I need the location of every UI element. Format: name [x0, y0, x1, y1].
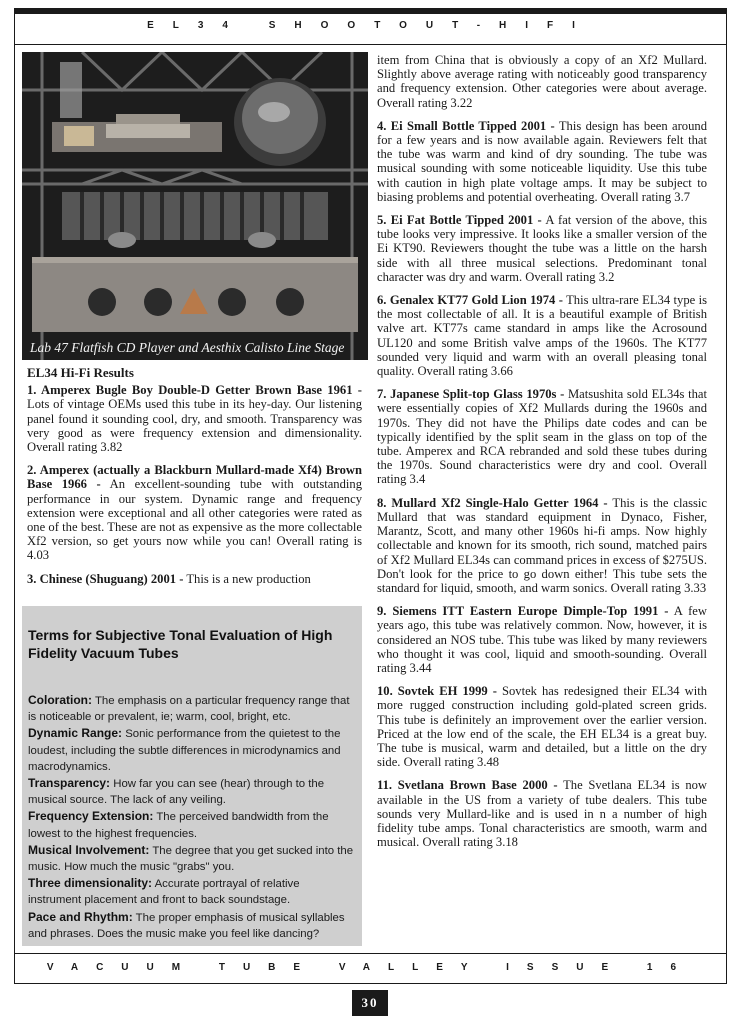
term-label: Three dimensionality: [28, 876, 153, 891]
tube-title: 7. Japanese Split-top Glass 1970s - [377, 387, 565, 402]
term-definition: The emphasis on a particular frequency range that is noticeable or prevalent, ie; warm, cool, bright, etc. [28, 695, 350, 724]
tube-entry [377, 778, 707, 849]
term-label: Transparency: [28, 776, 111, 791]
term-definition: The degree that you get sucked into the music. How much the music "grabs" you. [28, 844, 354, 874]
term-label: Dynamic Range: [28, 726, 123, 741]
tube-entry [27, 383, 362, 454]
tube-description: This design has been around for a few years and is now available again. Reviewers felt that the tube was warm and kind of dry sounding. The tube was musical sounding with some noticeable liquidity. Use this tube with caution in high plate voltage amps. It may be subject to biasing problems and potential overheating. Overall rating 3.7 [377, 118, 707, 204]
tube-entry [377, 684, 707, 769]
tube-entry [377, 387, 707, 486]
top-bar [14, 8, 727, 14]
tube-description: An excellent-sounding tube with outstanding performance in our system. Dynamic range and frequency extension were exceptional and all other categories were rated as one of the best. These are not as expensive as the more collectable Xf2 version, so get yours now while you can! Overall rating is 4.03 [27, 477, 362, 563]
term-pace-and-rhythm [28, 909, 354, 942]
term-definition: The proper emphasis of musical syllables and phrases. Does the music make you feel like dancing? [28, 911, 345, 940]
term-dynamic-range [28, 725, 354, 775]
tube-title: 4. Ei Small Bottle Tipped 2001 - [377, 118, 555, 133]
tube-entry [377, 119, 707, 204]
term-label: Musical Involvement: [28, 842, 150, 857]
tube-description: Sovtek has redesigned their EL34 with more rugged construction including gold-plated screen grids. This tube is definitely an improvement over the earlier version. Priced at the low end of the scale, the EH EL34 is a great buy. The tube is musical, warm and detailed, but a little on the dry side. Overall rating 3.48 [377, 684, 707, 770]
tube-title: 5. Ei Fat Bottle Tipped 2001 - [377, 213, 542, 228]
continued-text: item from China that is obviously a copy of an Xf2 Mullard. Slightly above average rating with noticeably good transparency and frequency extension. Other categories were about average. Overall rating 3.22 [377, 53, 707, 110]
tube-description: A few years ago, this tube was relatively common. Now, however, it is considered an NOS tube. This tube was liked by many reviewers who thought it was cool, liquid and smooth-sounding. Overall rating 3.44 [377, 604, 707, 675]
term-coloration [28, 692, 354, 725]
term-frequency-extension [28, 808, 354, 841]
tube-entry [377, 293, 707, 378]
tube-title: 10. Sovtek EH 1999 - [377, 684, 497, 699]
term-transparency [28, 775, 354, 808]
page-number: 30 [352, 990, 388, 1016]
terms-sidebar [22, 606, 362, 946]
term-definition: Accurate portrayal of relative instrument placement and front to back soundstage. [28, 878, 300, 907]
running-footer: VACUUM TUBE VALLEY ISSUE 16 [46, 962, 695, 973]
term-musical-involvement [28, 842, 354, 875]
term-label: Coloration: [28, 693, 92, 707]
tube-entry [377, 604, 707, 675]
tube-entry [27, 463, 362, 562]
tube-title: 6. Genalex KT77 Gold Lion 1974 - [377, 293, 563, 308]
tube-description: Lots of vintage OEMs used this tube in its hey-day. Our listening panel found it sounding cool, dry, and smooth. Transparency was very good as were frequency extension and dimensionality. Overall rating 3.82 [27, 397, 362, 455]
tube-description: Matsushita sold EL34s that were essentially copies of Xf2 Mullards during the 1960s and 1970s. They did not have the Philips date codes and can be typically identified by the split seam in the glass on top of the tube. Amperex and RCA rebranded and sold these tubes during the 1970s. Sound characteristics were dry and cool. Overall rating 3.4 [377, 387, 707, 487]
left-column [27, 366, 362, 595]
tube-description: This is a new production [186, 571, 311, 586]
right-column [377, 53, 707, 858]
tube-title: 2. Amperex (actually a Blackburn Mullard-made Xf4) Brown Base 1966 - [27, 463, 362, 492]
tube-entry [27, 572, 362, 586]
terms-heading: Terms for Subjective Tonal Evaluation of High Fidelity Vacuum Tubes [28, 627, 333, 661]
term-three-dimensionality [28, 875, 354, 908]
tube-title: 3. Chinese (Shuguang) 2001 - [27, 571, 184, 586]
tube-title: 11. Svetlana Brown Base 2000 - [377, 778, 558, 793]
results-heading: EL34 Hi-Fi Results [27, 365, 134, 380]
tube-title: 1. Amperex Bugle Boy Double-D Getter Brown Base 1961 - [27, 383, 362, 398]
tube-description: This is the classic Mullard that was standard equipment in Dynaco, Fisher, Marantz, Scott, and many other 1960s hi-fi amps. Now highly collectable and known for its smooth, rich sound, matched pairs of Xf2 Mullard EL34s can command prices in excess of $275US. Don't look for the price to go down either! This tube sets the standard for liquid, smooth, and warm sonics. Overall rating 3.33 [377, 495, 707, 595]
photo-caption: Lab 47 Flatfish CD Player and Aesthix Calisto Line Stage [30, 340, 345, 355]
footer-rule [14, 953, 727, 954]
term-label: Pace and Rhythm: [28, 909, 133, 924]
term-label: Frequency Extension: [28, 809, 154, 824]
equipment-photo [22, 52, 368, 360]
tube-description: This ultra-rare EL34 type is the most collectable of all. It is a beautiful example of British valve art. KT77s came standard in amps like the Acrosound UL120 and some British valve amps of the 1960s. The KT77 sounded very liquid and warm with an overall pleasing tonal quality. Overall rating 3.66 [377, 293, 708, 379]
header-rule [14, 44, 727, 45]
equipment-illustration [22, 52, 368, 360]
term-definition: Sonic performance from the quietest to the loudest, including the subtle differences in microdynamics and macrodynamics. [28, 728, 341, 773]
tube-title: 8. Mullard Xf2 Single-Halo Getter 1964 - [377, 495, 608, 510]
tube-description: The Svetlana EL34 is now available in the US from a variety of tube dealers. This tube sounds very Mullard-like and is used in n a number of high fidelity tube amps. Tonal characteristics are smooth, warm and musical. Overall rating 3.18 [377, 778, 708, 850]
tube-entry [377, 496, 707, 595]
term-definition: The perceived bandwidth from the lowest to the highest frequencies. [28, 811, 329, 840]
tube-title: 9. Siemens ITT Eastern Europe Dimple-Top 1991 - [377, 604, 669, 619]
tube-description: A fat version of the above, this tube looks very impressive. It looks like a smaller version of the Ei KT90. Reviewers thought the tube was a little on the harsh side with all three musical selections. Predominant tonal character was dry and warm. Overall rating 3.2 [377, 213, 707, 284]
tube-entry [377, 213, 707, 284]
running-header: EL34 SHOOTOUT-HIFI [147, 20, 594, 31]
term-definition: How far you can see (hear) through to the musical source. The lack of any veiling. [28, 778, 325, 807]
